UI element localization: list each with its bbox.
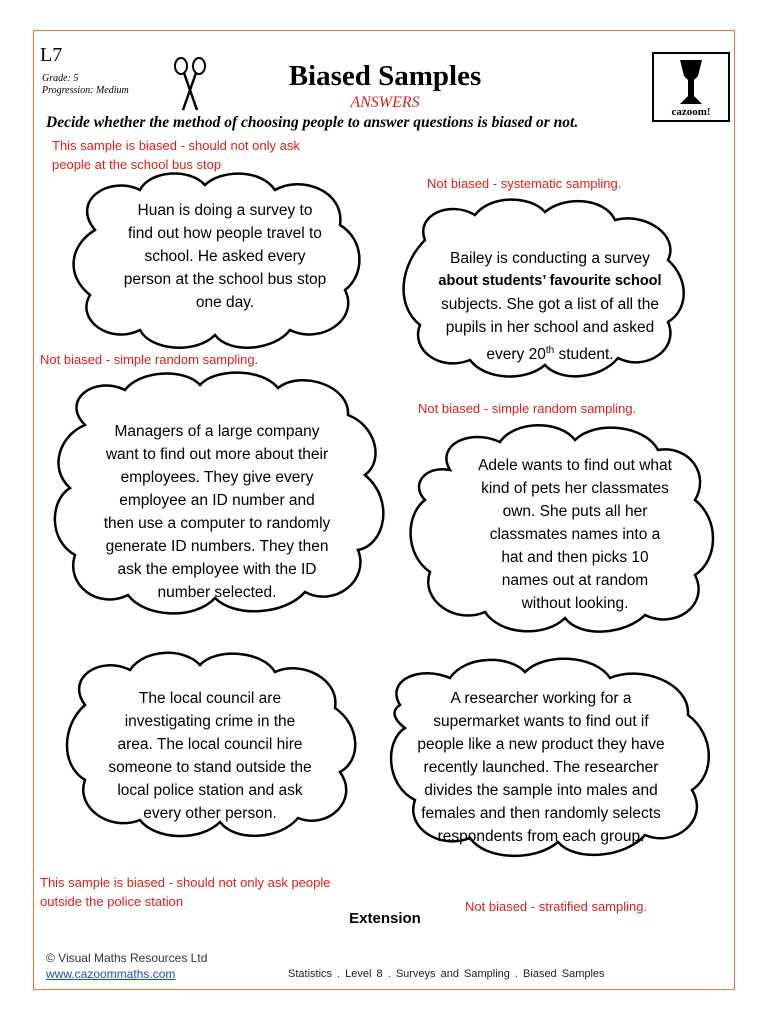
footer-breadcrumb: Statistics . Level 8 . Surveys and Sampling . Biased Samples <box>288 968 605 980</box>
cloud-researcher-text: A researcher working for a supermarket wants to find out if people like a new product they have recently launched. The researcher divides the sample into males and females and then randomly selects respondents from each group. <box>417 690 665 845</box>
instruction: Decide whether the method of choosing people to answer questions is biased or not. <box>46 114 579 131</box>
answer-adele: Not biased - simple random sampling. <box>418 401 637 416</box>
extension-heading: Extension <box>349 910 421 927</box>
footer-credits <box>46 950 207 982</box>
cloud-adele-text: Adele wants to find out what kind of pets her classmates own. She puts all her classmates names into a hat and then picks 10 names out at random without looking. <box>478 457 672 612</box>
copyright-text: © Visual Maths Resources Ltd <box>46 951 208 965</box>
answer-managers: Not biased - simple random sampling. <box>40 352 259 367</box>
answer-bailey: Not biased - systematic sampling. <box>427 176 622 191</box>
answer-researcher: Not biased - stratified sampling. <box>465 899 648 914</box>
answer-council: This sample is biased - should not only ask people outside the police station <box>40 875 331 909</box>
level-label: L7 <box>40 44 63 66</box>
cloud-council-text: The local council are investigating crime in the area. The local council hire someone to stand outside the local police station and ask every other person. <box>108 690 312 822</box>
answer-huan: This sample is biased - should not only ask people at the school bus stop <box>52 138 300 172</box>
cloud-bailey-text: Bailey is conducting a survey about students’ favourite school subjects. She got a list of all the pupils in her school and asked every 20th student. <box>438 250 662 364</box>
cloud-huan-text: Huan is doing a survey to find out how people travel to school. He asked every person at the school bus stop one day. <box>123 202 327 311</box>
page-title: Biased Samples <box>288 60 482 92</box>
logo-text: cazoom! <box>671 106 711 118</box>
progression-label: Progression: Medium <box>42 85 129 96</box>
website-link[interactable]: www.cazoommaths.com <box>46 967 176 981</box>
page-subtitle: ANSWERS <box>350 94 420 111</box>
cloud-managers-text: Managers of a large company want to find out more about their employees. They give every employee an ID number and then use a computer to randomly generate ID numbers. They then ask the employee with the ID number selected. <box>103 423 331 601</box>
grade-label: Grade: 5 <box>42 73 79 84</box>
